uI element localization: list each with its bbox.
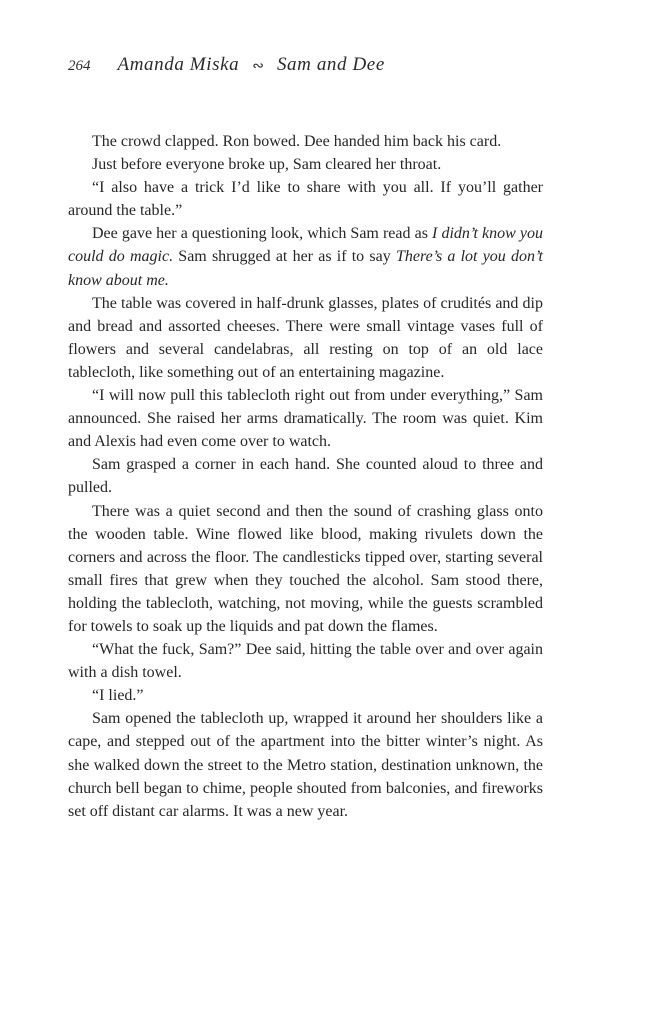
story-text — [68, 130, 543, 823]
text-segment: “I lied.” — [92, 687, 144, 705]
text-segment: Sam opened the tablecloth up, wrapped it around her shoulders like a cape, and stepped out of the apartment into the bitter winter’s night. As she walked down the street to the Metro station, destination unknown, the church bell began to chime, people shouted from balconies, and fireworks set off distant car alarms. It was a new year. — [68, 710, 543, 820]
text-segment: Dee gave her a questioning look, which Sam read as — [92, 225, 433, 243]
text-segment: The table was covered in half-drunk glasses, plates of crudités and dip and bread and assorted cheeses. There were small vintage vases full of flowers and several candelabras, all resting on top of an old lace tablecloth, like something out of an entertaining magazine. — [68, 294, 543, 381]
story-title: Sam and Dee — [276, 54, 385, 75]
paragraph — [68, 500, 543, 639]
italic-phrase: I didn’t know you could do magic. — [68, 225, 543, 266]
running-header — [68, 54, 385, 76]
author-name: Amanda Miska — [117, 54, 240, 75]
paragraph — [68, 130, 543, 153]
paragraph — [68, 684, 543, 707]
paragraph — [68, 638, 543, 684]
text-segment: “I also have a trick I’d like to share with you all. If you’ll gather around the table.” — [68, 179, 543, 220]
text-segment: Sam shrugged at her as if to say — [173, 248, 396, 266]
paragraph — [68, 707, 543, 822]
text-segment: “What the fuck, Sam?” Dee said, hitting the table over and over again with a dish towel. — [68, 641, 543, 682]
text-segment: “I will now pull this tablecloth right out from under everything,” Sam announced. She raised her arms dramatically. The room was quiet. Kim and Alexis had even come over to watch. — [68, 387, 543, 451]
text-segment: Just before everyone broke up, Sam cleared her throat. — [92, 156, 442, 174]
page-number: 264 — [68, 58, 91, 74]
paragraph — [68, 384, 543, 453]
text-segment: The crowd clapped. Ron bowed. Dee handed him back his card. — [92, 133, 502, 150]
text-segment: Sam grasped a corner in each hand. She counted aloud to three and pulled. — [68, 456, 543, 497]
paragraph — [68, 222, 543, 291]
ornament-icon: ∾ — [252, 58, 264, 74]
paragraph — [68, 153, 543, 176]
paragraph — [68, 176, 543, 222]
paragraph — [68, 292, 543, 384]
paragraph — [68, 453, 543, 499]
italic-phrase: There’s a lot you don’t know about me. — [68, 248, 544, 289]
text-segment: There was a quiet second and then the sound of crashing glass onto the wooden table. Wine flowed like blood, making rivulets down the corners and across the floor. The candlesticks tipped over, starting several small fires that grew when they touched the alcohol. Sam stood there, holding the tablecloth, watching, not moving, while the guests scrambled for towels to soak up the liquids and pat down the flames. — [68, 502, 543, 635]
